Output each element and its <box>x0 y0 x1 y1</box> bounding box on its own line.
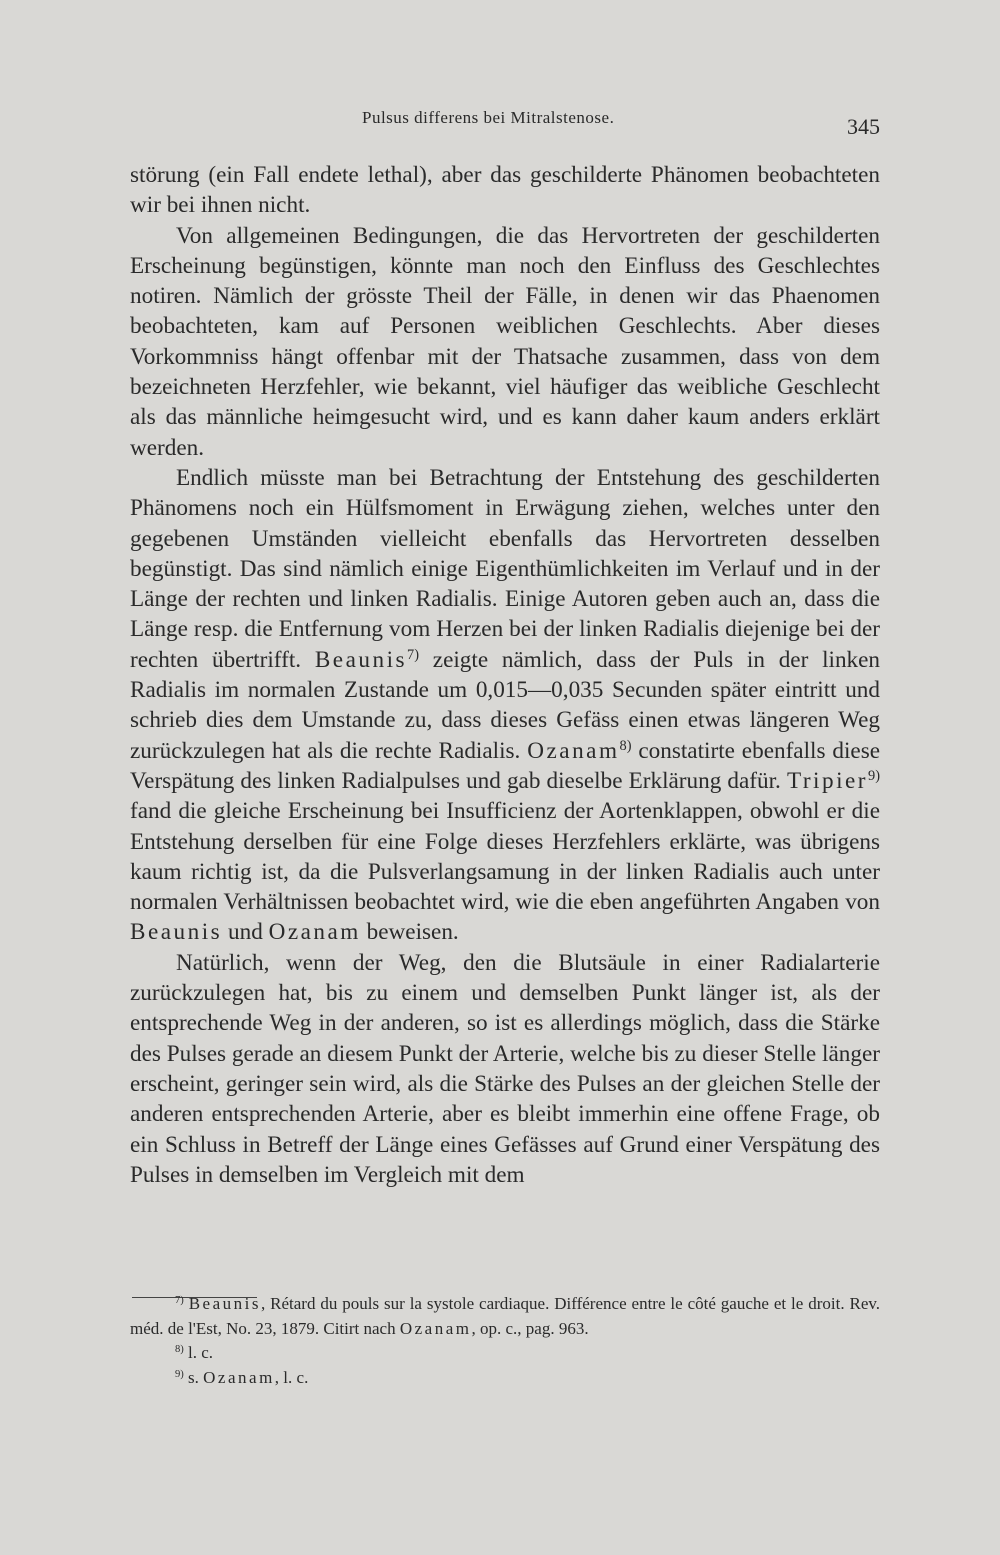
running-title: Pulsus differens bei Mitralstenose. <box>362 108 615 127</box>
footnote-9-mark: 9) <box>175 1368 184 1380</box>
footnote-8-mark: 8) <box>175 1344 184 1356</box>
footnote-7-text: , Rétard du pouls sur la systole cardiaque. Différence entre le côté gauche et le droit. Rev. méd. de l'Est, No. 23, 1879. Citirt nach <box>130 1294 881 1338</box>
p3-text-a: Endlich müsste man bei Betrachtung der Entstehung des geschilderten Phänomens noch ein Hülfsmoment in Erwägung ziehen, welches unter den gegebenen Umständen vielleicht ebenfalls das Hervortreten desselben begünstigt. Das sind nämlich einige Eigenthümlichkeiten im Verlauf und in der Länge der rechten und linken Radialis. Einige Autoren geben auch an, dass die Länge resp. die Entfernung vom Herzen bei der linken Radialis diejenige bei der rechten übertrifft. <box>130 464 880 673</box>
footnote-7-mark: 7) <box>175 1295 184 1307</box>
footnote-9-prefix: s. <box>188 1367 199 1387</box>
paragraph-3 <box>130 463 880 948</box>
footnote-7-author: Beaunis <box>188 1294 261 1313</box>
footnote-8 <box>130 1341 880 1366</box>
p3-text-d: fand die gleiche Erscheinung bei Insufficienz der Aortenklappen, obwohl er die Entstehung derselben für eine Folge dieses Herzfehlers erklärte, was übrigens kaum richtig ist, da die Pulsverlangsamung in der linken Radialis auch unter normalen Verhältnissen beobachtet wird, wie die eben angeführten Angaben von <box>130 798 880 916</box>
footnote-ref-7: 7) <box>407 646 420 663</box>
footnote-9-tail: , l. c. <box>274 1367 309 1387</box>
footnote-ref-9: 9) <box>868 768 881 785</box>
p3-text-e: beweisen. <box>366 919 459 946</box>
footnote-ref-8: 8) <box>619 737 632 754</box>
p3-text-b: zeigte nämlich, dass der Puls in der linken Radialis im normalen Zustande um 0,015—0,035 Secunden später eintritt und schrieb dies dem Umstande zu, dass dieses Gefäss einen etwas längeren Weg zurückzulegen hat als die rechte Radialis. <box>130 646 881 764</box>
footnote-7-ozanam: Ozanam <box>399 1318 472 1338</box>
p3-text-c: constatirte ebenfalls diese Verspätung des linken Radialpulses und gab dieselbe Erklärung dafür. <box>130 737 881 794</box>
footnote-7-tail: , op. c., pag. 963. <box>471 1318 589 1338</box>
page-header <box>130 108 880 138</box>
author-ozanam: Ozanam <box>527 737 620 764</box>
footnote-8-text: l. c. <box>188 1343 214 1362</box>
paragraph-1: störung (ein Fall endete lethal), aber das geschilderte Phänomen beobachteten wir bei ihnen nicht. <box>130 162 880 219</box>
footnote-9-author: Ozanam <box>203 1367 275 1387</box>
author-ozanam-2: Ozanam <box>268 919 361 946</box>
page-number: 345 <box>847 114 880 139</box>
author-beaunis-2: Beaunis <box>130 919 223 946</box>
author-tripier: Tripier <box>786 767 869 794</box>
paragraph-2: Von allgemeinen Bedingungen, die das Hervortreten der geschilderten Erscheinung begünstigen, könnte man noch den Einfluss des Geschlechtes notiren. Nämlich der grösste Theil der Fälle, in denen wir das Phaenomen beobachteten, kam auf Personen weiblichen Geschlechts. Aber dieses Vorkommniss hängt offenbar mit der Thatsache zusammen, dass von dem bezeichneten Herzfehler, wie bekannt, viel häufiger das weibliche Geschlecht als das männliche heimgesucht wird, und es kann daher kaum anders erklärt werden. <box>130 222 880 461</box>
body-text <box>130 160 880 1190</box>
footnote-9 <box>130 1366 880 1391</box>
paragraph-4: Natürlich, wenn der Weg, den die Blutsäule in einer Radialarterie zurückzulegen hat, bis zu einem und demselben Punkt länger ist, als der entsprechende Weg in der anderen, so ist es allerdings möglich, dass die Stärke des Pulses gerade an diesem Punkt der Arterie, welche bis zu dieser Stelle länger erscheint, geringer sein wird, als die Stärke des Pulses an der gleichen Stelle der anderen entsprechenden Arterie, aber es bleibt immerhin eine offene Frage, ob ein Schluss in Betreff der Länge eines Gefässes auf Grund einer Verspätung des Pulses in demselben im Vergleich mit dem <box>130 949 880 1188</box>
p3-und: und <box>228 919 263 946</box>
footnote-7 <box>130 1292 880 1341</box>
footnotes <box>130 1292 880 1390</box>
author-beaunis: Beaunis <box>314 646 408 673</box>
